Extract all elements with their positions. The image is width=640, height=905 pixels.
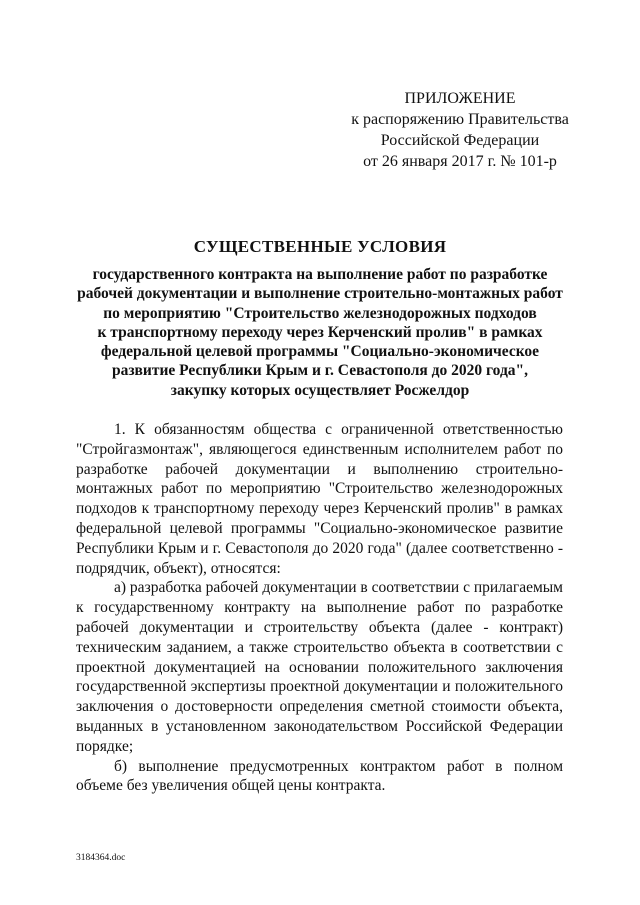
- file-name-footer: 3184364.doc: [76, 853, 126, 863]
- appendix-header: [330, 88, 590, 172]
- paragraph-1: 1. К обязанностям общества с ограниченной ответственностью "Стройгазмонтаж", являющегося единственным исполнителем работ по разработке рабочей документации и выполнению строительно-монтажных работ по мероприятию "Строительство железнодорожных подходов к транспортному переходу через Керченский пролив" в рамках федеральной целевой программы "Социально-экономическое развитие Республики Крым и г. Севастополя до 2020 года" (далее соответственно - подрядчик, объект), относятся:: [76, 421, 563, 577]
- subtitle-line: по мероприятию "Строительство железнодорожных подходов: [103, 304, 537, 322]
- appendix-line: к распоряжению Правительства: [351, 111, 569, 128]
- document-subtitle: [60, 265, 580, 400]
- subtitle-line: развитие Республики Крым и г. Севастополя до 2020 года",: [111, 362, 529, 380]
- appendix-line: Российской Федерации: [380, 132, 540, 149]
- document-body: [76, 420, 563, 796]
- subtitle-line: закупку которых осуществляет Росжелдор: [170, 381, 470, 399]
- appendix-date-number: от 26 января 2017 г. № 101-р: [363, 153, 557, 170]
- paragraph-b: б) выполнение предусмотренных контрактом работ в полном объеме без увеличения общей цены контракта.: [76, 757, 563, 795]
- appendix-title: ПРИЛОЖЕНИЕ: [404, 90, 516, 107]
- subtitle-line: рабочей документации и выполнение строительно-монтажных работ: [77, 285, 563, 303]
- paragraph-a: а) разработка рабочей документации в соответствии с прилагаемым к государственному контракту на выполнение работ по разработке рабочей документации и строительству объекта (далее - контракт) техническим заданием, а также строительство объекта в соответствии с проектной документацией на основании положительного заключения государственной экспертизы проектной документации и положительного заключения о достоверности определения сметной стоимости объекта, выданных в установленном законодательством Российской Федерации порядке;: [76, 579, 563, 755]
- subtitle-line: государственного контракта на выполнение работ по разработке: [92, 266, 548, 283]
- subtitle-line: федеральной целевой программы "Социально-экономическое: [100, 343, 540, 361]
- subtitle-line: к транспортному переходу через Керченский пролив" в рамках: [97, 323, 543, 341]
- document-title: СУЩЕСТВЕННЫЕ УСЛОВИЯ: [193, 237, 447, 256]
